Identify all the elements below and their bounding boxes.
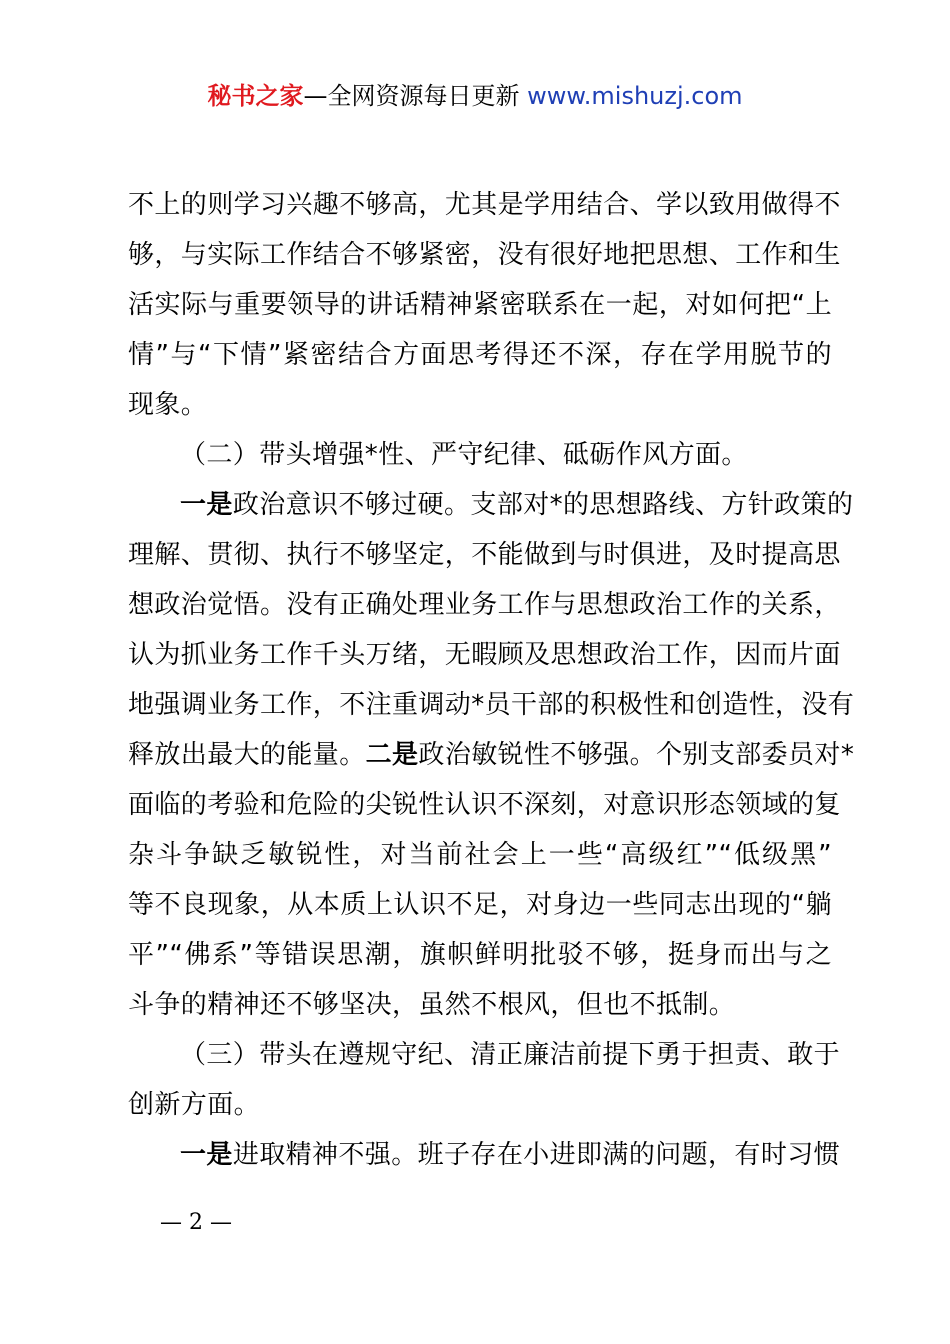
text-segment: （二）带头增强*性、严守纪律、砥砺作风方面。	[180, 440, 748, 470]
text-line	[128, 330, 832, 380]
text-line	[128, 530, 841, 580]
page-number: — 2 —	[160, 1210, 232, 1235]
text-line	[128, 230, 841, 280]
text-line	[128, 830, 832, 880]
text-segment: 进取精神不强。班子存在小进即满的问题，有时习惯	[232, 1140, 841, 1170]
text-line	[128, 380, 832, 430]
emphasis-label: 二是	[365, 740, 419, 770]
section-heading-2	[128, 430, 832, 480]
site-header	[0, 80, 950, 112]
text-segment: 活实际与重要领导的讲话精神紧密联系在一起，对如何把“上	[128, 290, 832, 320]
text-segment: 想政治觉悟。没有正确处理业务工作与思想政治工作的关系，	[128, 590, 841, 620]
text-segment: 创新方面。	[128, 1090, 261, 1120]
text-segment: 释放出最大的能量。	[128, 740, 366, 770]
text-segment: 情”与“下情”紧密结合方面思考得还不深，存在学用脱节的	[128, 340, 832, 370]
text-line	[128, 1130, 841, 1180]
text-line	[128, 680, 855, 730]
text-segment: 等不良现象，从本质上认识不足，对身边一些同志出现的“躺	[128, 890, 832, 920]
text-segment: 政治敏锐性不够强。个别支部委员对*	[418, 740, 855, 770]
text-segment: 平”“佛系”等错误思潮，旗帜鲜明批驳不够，挺身而出与之	[128, 940, 832, 970]
text-segment: 不上的则学习兴趣不够高，尤其是学用结合、学以致用做得不	[128, 190, 841, 220]
text-segment: （三）带头在遵规守纪、清正廉洁前提下勇于担责、敢于	[180, 1040, 841, 1070]
text-segment: 政治意识不够过硬。支部对*的思想路线、方针政策的	[232, 490, 854, 520]
text-segment: 理解、贯彻、执行不够坚定，不能做到与时俱进，及时提高思	[128, 540, 841, 570]
emphasis-label: 一是	[180, 490, 233, 520]
text-line	[128, 630, 841, 680]
text-line	[128, 980, 832, 1030]
text-line	[128, 180, 841, 230]
brand-name: 秘书之家	[207, 82, 304, 110]
text-line	[128, 280, 832, 330]
text-line	[128, 580, 841, 630]
text-line	[128, 1080, 832, 1130]
site-url: www.mishuzj.com	[527, 82, 743, 110]
text-line	[128, 780, 841, 830]
text-line	[128, 930, 832, 980]
emphasis-label: 一是	[180, 1140, 233, 1170]
header-tagline: —全网资源每日更新	[303, 82, 520, 110]
text-segment: 够，与实际工作结合不够紧密，没有很好地把思想、工作和生	[128, 240, 841, 270]
text-line	[128, 880, 832, 930]
text-segment: 认为抓业务工作千头万绪，无暇顾及思想政治工作，因而片面	[128, 640, 841, 670]
text-segment: 斗争的精神还不够坚决，虽然不根风，但也不抵制。	[128, 990, 736, 1020]
text-segment: 现象。	[128, 390, 208, 420]
text-line	[128, 480, 854, 530]
document-body	[128, 180, 855, 1180]
text-segment: 地强调业务工作，不注重调动*员干部的积极性和创造性，没有	[128, 690, 855, 720]
section-heading-3	[128, 1030, 841, 1080]
text-segment: 杂斗争缺乏敏锐性，对当前社会上一些“高级红”“低级黑”	[128, 840, 832, 870]
text-segment: 面临的考验和危险的尖锐性认识不深刻，对意识形态领域的复	[128, 790, 841, 820]
text-line	[128, 730, 855, 780]
